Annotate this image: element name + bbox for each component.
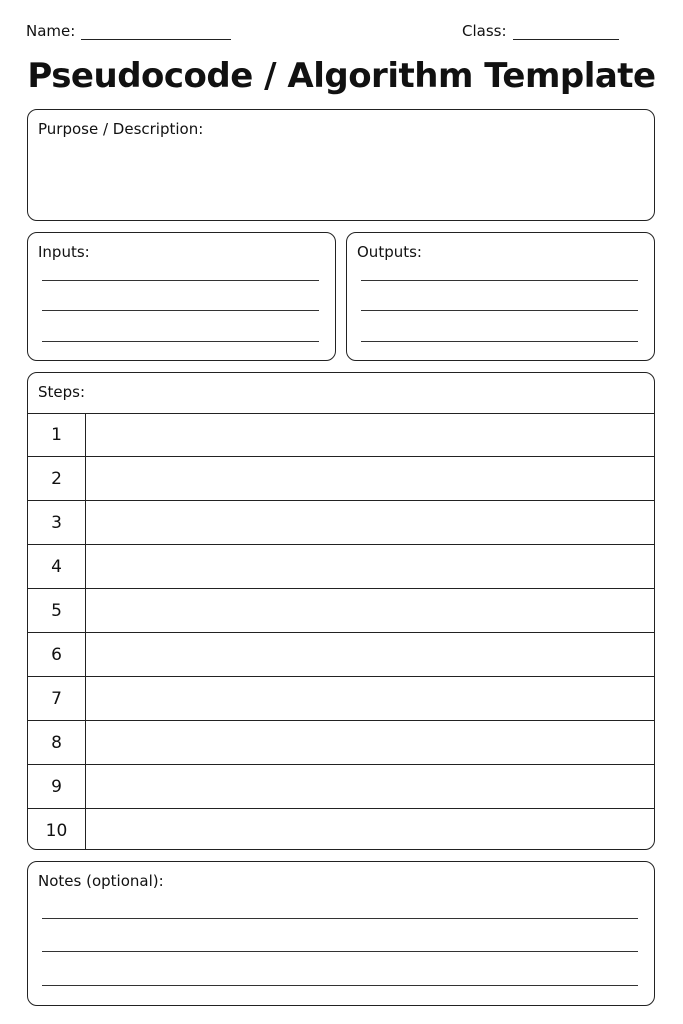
- step-number: 4: [28, 545, 86, 588]
- inputs-label: Inputs:: [38, 243, 90, 261]
- notes-line[interactable]: [42, 951, 638, 952]
- step-number: 5: [28, 589, 86, 632]
- inputs-line[interactable]: [42, 310, 319, 311]
- class-field[interactable]: [462, 22, 619, 40]
- step-row: [28, 545, 654, 589]
- step-number: 9: [28, 765, 86, 808]
- step-cell[interactable]: [86, 677, 654, 720]
- notes-label: Notes (optional):: [38, 872, 164, 890]
- name-field[interactable]: [26, 22, 231, 40]
- step-cell[interactable]: [86, 809, 654, 850]
- step-cell[interactable]: [86, 589, 654, 632]
- step-cell[interactable]: [86, 765, 654, 808]
- steps-header: [28, 373, 654, 414]
- steps-table: [28, 413, 654, 849]
- step-cell[interactable]: [86, 413, 654, 456]
- inputs-line[interactable]: [42, 341, 319, 342]
- step-row: [28, 721, 654, 765]
- outputs-box[interactable]: [346, 232, 655, 361]
- step-number: 1: [28, 413, 86, 456]
- name-label: Name:: [26, 22, 76, 40]
- step-row: [28, 765, 654, 809]
- notes-line[interactable]: [42, 918, 638, 919]
- steps-label: Steps:: [38, 383, 86, 401]
- class-label: Class:: [462, 22, 507, 40]
- step-row: [28, 677, 654, 721]
- outputs-line[interactable]: [361, 341, 638, 342]
- step-number: 3: [28, 501, 86, 544]
- step-row: [28, 457, 654, 501]
- step-number: 7: [28, 677, 86, 720]
- inputs-box[interactable]: [27, 232, 336, 361]
- step-row: [28, 633, 654, 677]
- step-number: 8: [28, 721, 86, 764]
- steps-box: [27, 372, 655, 850]
- step-cell[interactable]: [86, 633, 654, 676]
- step-number: 10: [28, 809, 86, 850]
- notes-line[interactable]: [42, 985, 638, 986]
- inputs-line[interactable]: [42, 280, 319, 281]
- step-row: [28, 501, 654, 545]
- page-title: Pseudocode / Algorithm Template: [27, 56, 656, 96]
- notes-box[interactable]: [27, 861, 655, 1006]
- purpose-box[interactable]: [27, 109, 655, 221]
- step-row: [28, 413, 654, 457]
- outputs-line[interactable]: [361, 310, 638, 311]
- outputs-line[interactable]: [361, 280, 638, 281]
- step-cell[interactable]: [86, 545, 654, 588]
- outputs-label: Outputs:: [357, 243, 422, 261]
- class-line[interactable]: [513, 25, 619, 40]
- step-cell[interactable]: [86, 501, 654, 544]
- step-row: [28, 589, 654, 633]
- purpose-label: Purpose / Description:: [38, 120, 204, 138]
- step-number: 6: [28, 633, 86, 676]
- step-number: 2: [28, 457, 86, 500]
- step-cell[interactable]: [86, 457, 654, 500]
- step-cell[interactable]: [86, 721, 654, 764]
- step-row: [28, 809, 654, 850]
- name-line[interactable]: [81, 25, 231, 40]
